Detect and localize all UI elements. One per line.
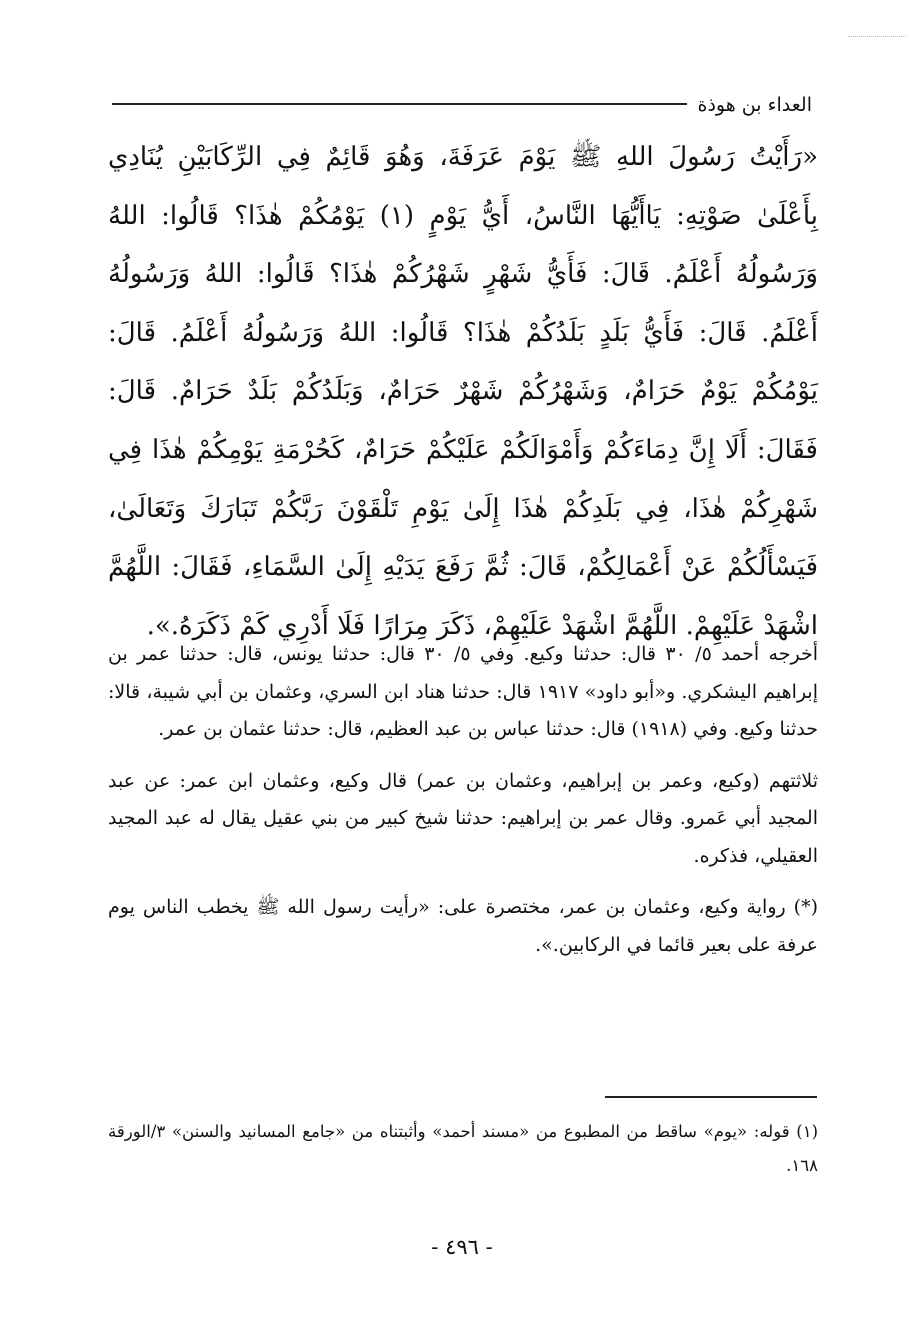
- page-number: - ٤٩٦ -: [431, 1235, 493, 1259]
- chain-paragraph: ثلاثتهم (وكيع، وعمر بن إبراهيم، وعثمان بن عمر) قال وكيع، وعثمان ابن عمر: عن عبد المجيد أبي عَمرو. وقال عمر بن إبراهيم: حدثنا شيخ كبير من بني عقيل يقال له عبد المجيد العقيلي، فذكره.: [108, 769, 818, 867]
- scan-corner-mark: [848, 36, 906, 37]
- takhrij-notes: [108, 636, 818, 964]
- footnote-block: [108, 1115, 818, 1183]
- running-title: العداء بن هوذة: [697, 94, 812, 116]
- footnote-rule: [605, 1096, 817, 1098]
- variant-paragraph: (*) رواية وكيع، وعثمان بن عمر، مختصرة على: «رأيت رسول الله ﷺ يخطب الناس يوم عرفة على بعير قائما في الركابين.».: [108, 896, 818, 956]
- hadith-paragraph: «رَأَيْتُ رَسُولَ اللهِ ﷺ يَوْمَ عَرَفَةَ، وَهُوَ قَائِمٌ فِي الرِّكَابَيْنِ يُنَادِي بِأَعْلَىٰ صَوْتِهِ: يَاأَيُّهَا النَّاسُ، أَيُّ يَوْمٍ (١) يَوْمُكُمْ هٰذَا؟ قَالُوا: اللهُ وَرَسُولُهُ أَعْلَمُ. قَالَ: فَأَيُّ شَهْرٍ شَهْرُكُمْ هٰذَا؟ قَالُوا: اللهُ وَرَسُولُهُ أَعْلَمُ. قَالَ: فَأَيُّ بَلَدٍ بَلَدُكُمْ هٰذَا؟ قَالُوا: اللهُ وَرَسُولُهُ أَعْلَمُ. قَالَ: يَوْمُكُمْ يَوْمٌ حَرَامٌ، وَشَهْرُكُمْ شَهْرٌ حَرَامٌ، وَبَلَدُكُمْ بَلَدٌ حَرَامٌ. قَالَ: فَقَالَ: أَلَا إِنَّ دِمَاءَكُمْ وَأَمْوَالَكُمْ عَلَيْكُمْ حَرَامٌ، كَحُرْمَةِ يَوْمِكُمْ هٰذَا فِي شَهْرِكُمْ هٰذَا، فِي بَلَدِكُمْ هٰذَا إِلَىٰ يَوْمِ تَلْقَوْنَ رَبَّكُمْ تَبَارَكَ وَتَعَالَىٰ، فَيَسْأَلُكُمْ عَنْ أَعْمَالِكُمْ، قَالَ: ثُمَّ رَفَعَ يَدَيْهِ إِلَىٰ السَّمَاءِ، فَقَالَ: اللَّهُمَّ اشْهَدْ عَلَيْهِمْ. اللَّهُمَّ اشْهَدْ عَلَيْهِمْ، ذَكَرَ مِرَارًا فَلَا أَدْرِي كَمْ ذَكَرَهُ.».: [108, 142, 818, 641]
- header-rule: [112, 103, 687, 105]
- running-header: [112, 92, 812, 122]
- hadith-text-block: [108, 128, 818, 655]
- takhrij-paragraph: أخرجه أحمد ٥/ ٣٠ قال: حدثنا وكيع. وفي ٥/ ٣٠ قال: حدثنا يونس، قال: حدثنا عمر بن إبراهيم اليشكري. و«أبو داود» ١٩١٧ قال: حدثنا هناد ابن السري، وعثمان بن أبي شيبة، قالا: حدثنا وكيع. وفي (١٩١٨) قال: حدثنا عباس بن عبد العظيم، قال: حدثنا عثمان بن عمر.: [108, 643, 818, 740]
- footnote-text: (١) قوله: «يوم» ساقط من المطبوع من «مسند أحمد» وأثبتناه من «جامع المسانيد والسنن» ٣/الورقة ١٦٨.: [108, 1122, 818, 1175]
